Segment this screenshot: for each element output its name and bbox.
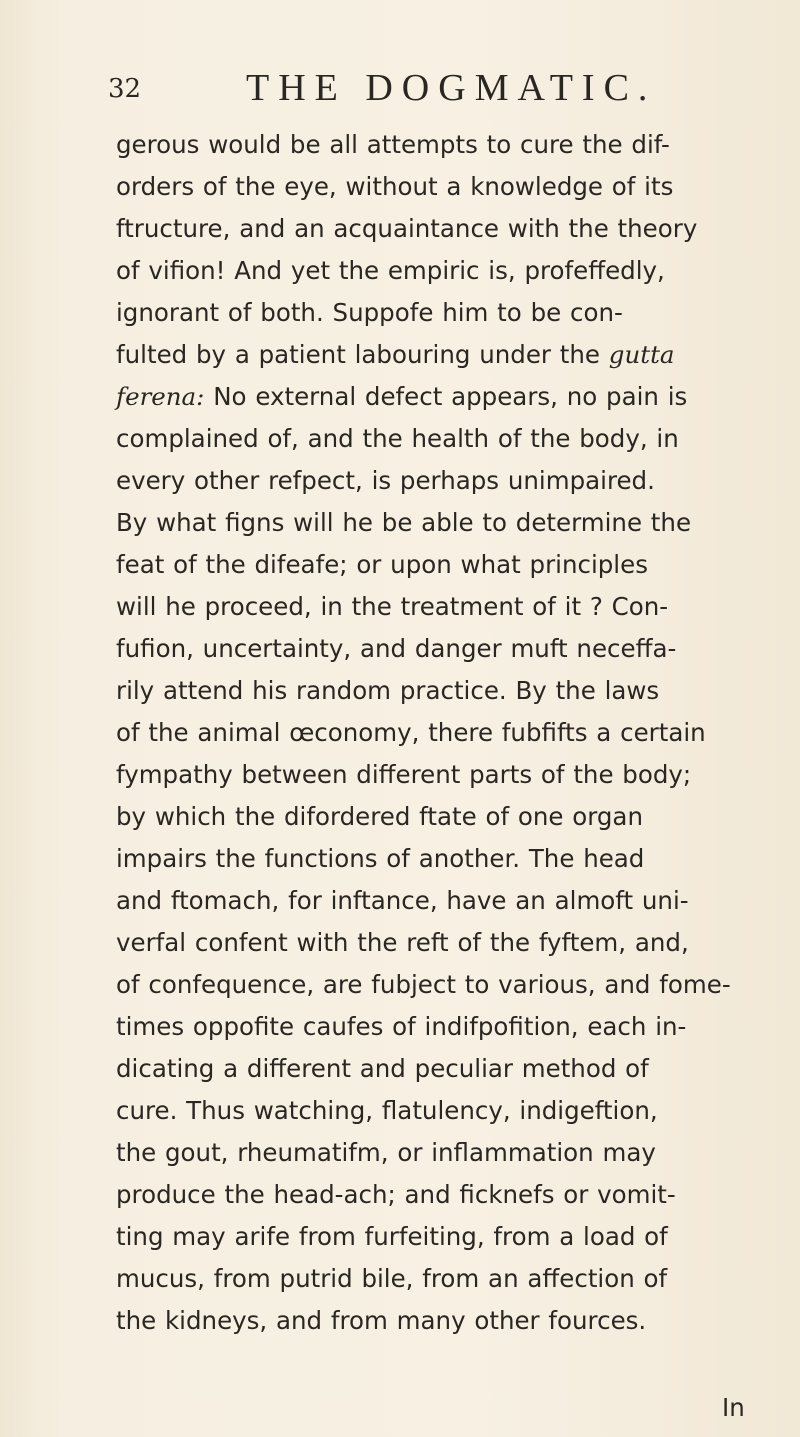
text-line: [116, 376, 756, 418]
text-line: orders of the eye, without a knowledge of its: [116, 172, 674, 201]
body-text: [116, 124, 756, 1342]
running-head: THE DOGMATIC.: [246, 67, 657, 109]
text-line: of confequence, are fubject to various, and fome-: [116, 970, 731, 999]
text-line: and ftomach, for inftance, have an almoft uni-: [116, 886, 689, 915]
text-line: ignorant of both. Suppofe him to be con-: [116, 298, 623, 327]
text-line: verfal confent with the reft of the fyftem, and,: [116, 928, 689, 957]
text-line-plain: fulted by a patient labouring under the: [116, 340, 609, 369]
text-line: gerous would be all attempts to cure the dif-: [116, 130, 670, 159]
italic-term: gutta: [608, 340, 675, 369]
text-line: feat of the difeafe; or upon what principles: [116, 550, 648, 579]
text-line: of the animal œconomy, there fubfifts a certain: [116, 718, 706, 747]
text-line: of vifion! And yet the empiric is, profeffedly,: [116, 256, 665, 285]
text-line: every other refpect, is perhaps unimpaired.: [116, 466, 655, 495]
italic-term: ferena:: [116, 382, 205, 411]
text-line: times oppofite caufes of indifpofition, each in-: [116, 1012, 687, 1041]
text-line: the gout, rheumatifm, or inflammation may: [116, 1138, 656, 1167]
text-line: ftructure, and an acquaintance with the theory: [116, 214, 698, 243]
text-line: [116, 334, 756, 376]
text-line: the kidneys, and from many other fources.: [116, 1306, 647, 1335]
text-line: cure. Thus watching, flatulency, indigeftion,: [116, 1096, 658, 1125]
page-header: [108, 62, 668, 109]
text-line: ting may arife from furfeiting, from a load of: [116, 1222, 668, 1251]
text-line-plain: No external defect appears, no pain is: [213, 382, 688, 411]
text-line: By what figns will he be able to determine the: [116, 508, 692, 537]
text-line: will he proceed, in the treatment of it ? Con-: [116, 592, 669, 621]
text-line: produce the head-ach; and ficknefs or vomit-: [116, 1180, 676, 1209]
catchword: In: [722, 1393, 745, 1422]
text-line: rily attend his random practice. By the laws: [116, 676, 660, 705]
text-line: mucus, from putrid bile, from an affection of: [116, 1264, 668, 1293]
text-line: complained of, and the health of the body, in: [116, 424, 679, 453]
text-line: impairs the functions of another. The head: [116, 844, 645, 873]
text-line: dicating a different and peculiar method of: [116, 1054, 649, 1083]
page-number: 32: [108, 74, 142, 104]
text-line: fympathy between different parts of the body;: [116, 760, 692, 789]
text-line: by which the difordered ftate of one organ: [116, 802, 643, 831]
text-line: fufion, uncertainty, and danger muft neceffa-: [116, 634, 677, 663]
